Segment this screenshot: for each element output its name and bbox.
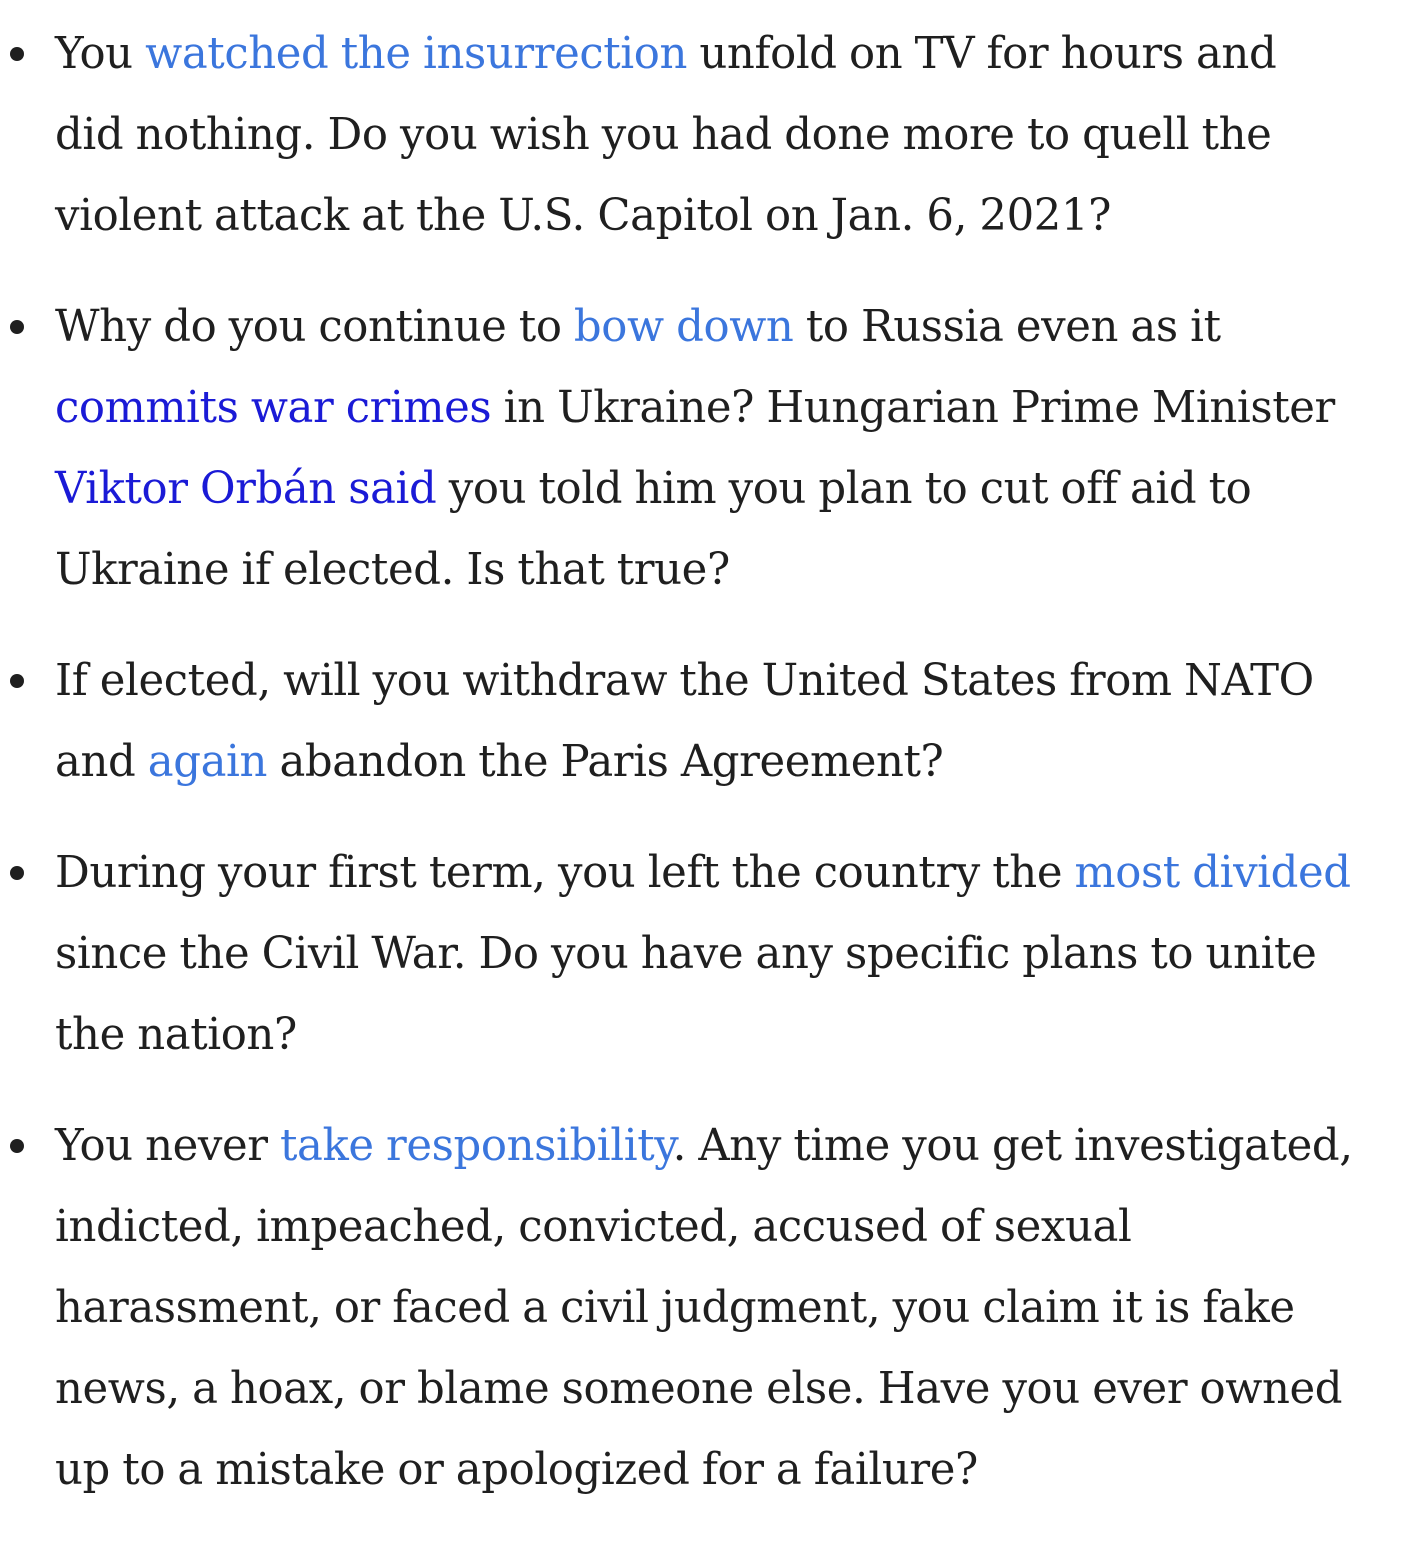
text-run: During your first term, you left the country the (55, 848, 1075, 898)
text-run: You (55, 29, 146, 79)
text-line (55, 368, 1405, 449)
text-run: you told him you plan to cut off aid to (436, 464, 1252, 514)
text-line: Ukraine if elected. Is that true? (55, 545, 730, 595)
link-watched-the-insurrection[interactable]: watched the insurrection (145, 29, 687, 79)
link-viktor-orban-said[interactable]: Viktor Orbán said (55, 464, 437, 514)
text-run: . Any time you get investigated, (672, 1121, 1353, 1171)
text-line: did nothing. Do you wish you had done more to quell the (55, 110, 1272, 160)
list-item (0, 1106, 1409, 1511)
text-line (55, 833, 1405, 914)
list-item (0, 14, 1409, 257)
link-commits-war-crimes[interactable]: commits war crimes (55, 383, 492, 433)
text-line (55, 449, 1405, 530)
bullet-dot-icon (10, 866, 24, 880)
bullet-dot-icon (10, 47, 24, 61)
text-run: Why do you continue to (55, 302, 574, 352)
text-line (55, 287, 1405, 368)
list-item (0, 287, 1409, 611)
text-run: You never (55, 1121, 281, 1171)
link-again[interactable]: again (147, 737, 268, 787)
link-most-divided[interactable]: most divided (1074, 848, 1351, 898)
list-item (0, 641, 1409, 803)
bullet-dot-icon (10, 674, 24, 688)
text-line: the nation? (55, 1010, 297, 1060)
bullet-dot-icon (10, 320, 24, 334)
text-run: and (55, 737, 148, 787)
text-run: abandon the Paris Agreement? (267, 737, 944, 787)
link-take-responsibility[interactable]: take responsibility (280, 1121, 673, 1171)
text-run: unfold on TV for hours and (686, 29, 1277, 79)
text-line (55, 722, 1405, 803)
link-bow-down[interactable]: bow down (573, 302, 794, 352)
text-line: news, a hoax, or blame someone else. Have you ever owned (55, 1364, 1343, 1414)
text-line: indicted, impeached, convicted, accused of sexual (55, 1202, 1132, 1252)
list-item (0, 833, 1409, 1076)
text-line: If elected, will you withdraw the United States from NATO (55, 656, 1314, 706)
text-line: violent attack at the U.S. Capitol on Jan. 6, 2021? (55, 191, 1112, 241)
text-line: since the Civil War. Do you have any specific plans to unite (55, 929, 1317, 979)
text-line (55, 1106, 1405, 1187)
question-list (0, 14, 1409, 1541)
text-line: harassment, or faced a civil judgment, you claim it is fake (55, 1283, 1295, 1333)
text-line: up to a mistake or apologized for a failure? (55, 1445, 978, 1495)
text-run: in Ukraine? Hungarian Prime Minister (491, 383, 1335, 433)
text-line (55, 14, 1405, 95)
bullet-dot-icon (10, 1139, 24, 1153)
text-run: to Russia even as it (793, 302, 1221, 352)
